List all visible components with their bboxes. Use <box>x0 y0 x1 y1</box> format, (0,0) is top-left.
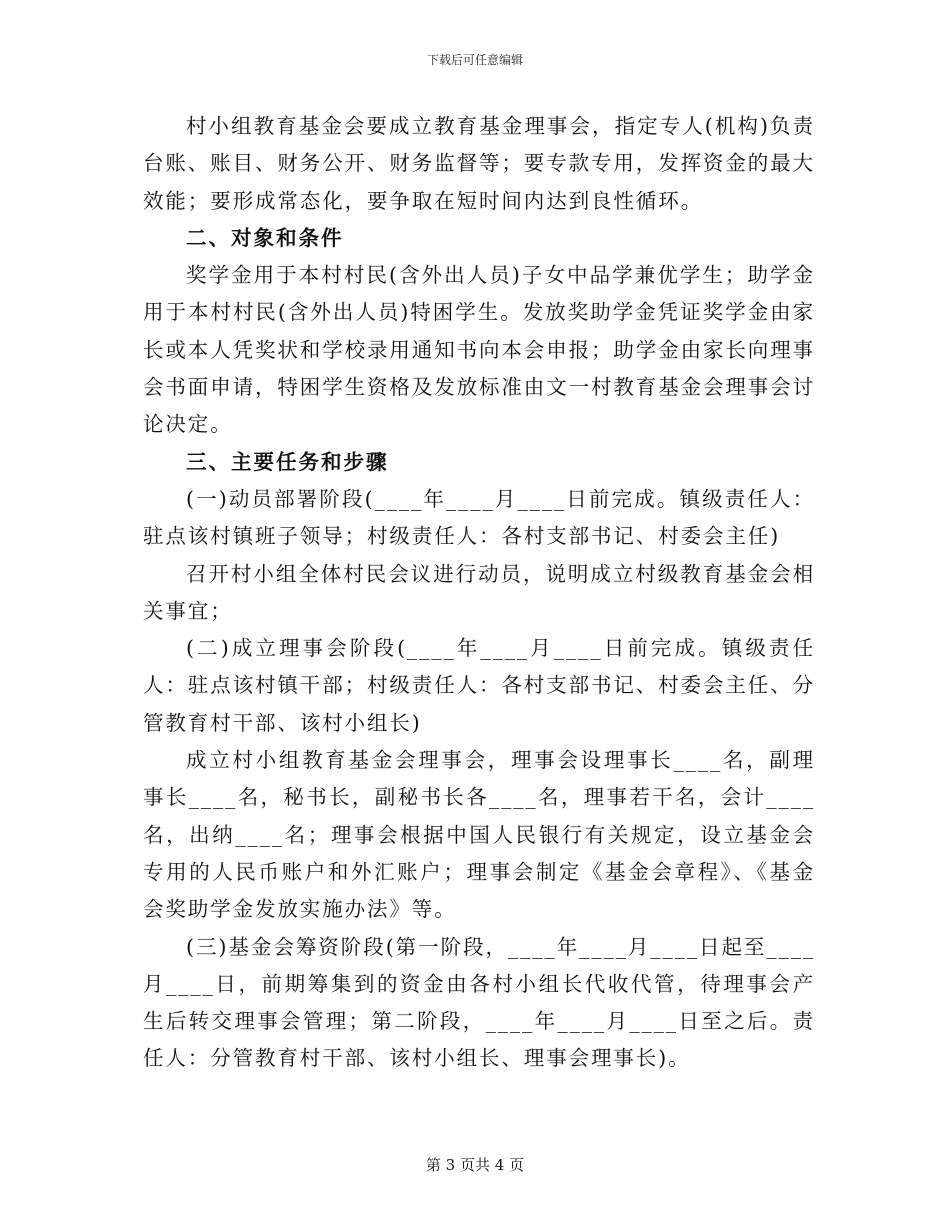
paragraph-fund-management: 村小组教育基金会要成立教育基金理事会，指定专人(机构)负责台账、账目、财务公开、财务监督等；要专款专用，发挥资金的最大效能；要形成常态化，要争取在短时间内达到良性循环。 <box>143 114 815 213</box>
paragraph-stage-three: (三)基金会筹资阶段(第一阶段，____年____月____日起至____月____日，前期筹集到的资金由各村小组长代收代管，待理事会产生后转交理事会管理；第二阶段，____年____月____日至之后。责任人：分管教育村干部、该村小组长、理事会理事长)。 <box>143 934 815 1071</box>
paragraph-scholarship-rules: 奖学金用于本村村民(含外出人员)子女中品学兼优学生；助学金用于本村村民(含外出人员)特困学生。发放奖助学金凭证奖学金由家长或本人凭奖状和学校录用通知书向本会申报；助学金由家长向理事会书面申请，特困学生资格及发放标准由文一村教育基金会理事会讨论决定。 <box>143 263 815 437</box>
paragraph-stage-two-detail: 成立村小组教育基金会理事会，理事会设理事长____名，副理事长____名，秘书长，副秘书长各____名，理事若干名，会计____名，出纳____名；理事会根据中国人民银行有关规定，设立基金会专用的人民币账户和外汇账户；理事会制定《基金会章程》、《基金会奖助学金发放实施办法》等。 <box>143 748 815 922</box>
paragraph-stage-one: (一)动员部署阶段(____年____月____日前完成。镇级责任人：驻点该村镇班子领导；村级责任人：各村支部书记、村委会主任) <box>143 486 815 549</box>
paragraph-stage-two: (二)成立理事会阶段(____年____月____日前完成。镇级责任人：驻点该村镇干部；村级责任人：各村支部书记、村委会主任、分管教育村干部、该村小组长) <box>143 636 815 735</box>
page-header: 下载后可任意编辑 <box>426 53 523 67</box>
page-footer: 第 3 页共 4 页 <box>425 1156 525 1174</box>
heading-targets-conditions: 二、对象和条件 <box>186 225 344 250</box>
paragraph-stage-one-detail: 召开村小组全体村民会议进行动员，说明成立村级教育基金会相关事宜； <box>143 561 815 623</box>
document-body <box>143 108 815 1078</box>
heading-main-tasks: 三、主要任务和步骤 <box>186 449 389 474</box>
